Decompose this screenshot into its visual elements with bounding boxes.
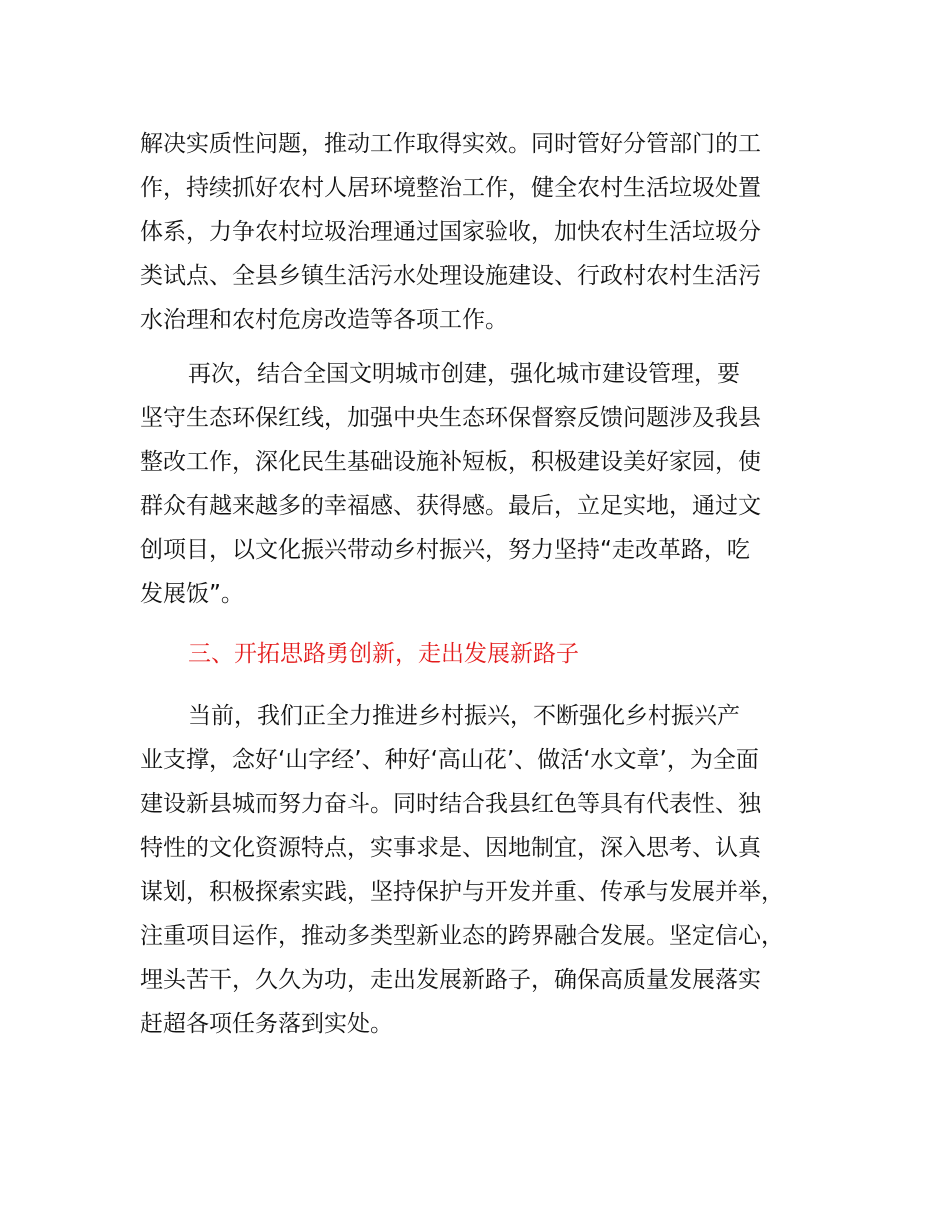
paragraph-line: 谋划，积极探索实践，坚持保护与开发并重、传承与发展并举，: [140, 879, 784, 905]
paragraph-rural-revitalization: [140, 694, 840, 1046]
paragraph-line: 水治理和农村危房改造等各项工作。: [140, 307, 508, 333]
paragraph-line: 注重项目运作，推动多类型新业态的跨界融合发展。坚定信心，: [140, 923, 784, 949]
paragraph-civilized-city: [140, 352, 840, 616]
section-heading-3: [140, 632, 840, 676]
paragraph-line: 特性的文化资源特点，实事求是、因地制宜，深入思考、认真: [140, 835, 761, 861]
paragraph-line: 整改工作，深化民生基础设施补短板，积极建设美好家园，使: [140, 449, 761, 475]
paragraph-line: 发展饭”。: [140, 581, 244, 607]
paragraph-rural-environment: [140, 122, 840, 342]
paragraph-line: 埋头苦干，久久为功，走出发展新路子，确保高质量发展落实: [140, 967, 761, 993]
paragraph-line: 坚守生态环保红线，加强中央生态环保督察反馈问题涉及我县: [140, 405, 761, 431]
paragraph-line: 群众有越来越多的幸福感、获得感。最后，立足实地，通过文: [140, 493, 761, 519]
paragraph-line: 再次，结合全国文明城市创建，强化城市建设管理，要: [188, 361, 740, 387]
paragraph-line: 作，持续抓好农村人居环境整治工作，健全农村生活垃圾处置: [140, 175, 761, 201]
paragraph-line: 创项目，以文化振兴带动乡村振兴，努力坚持“走改革路，吃: [140, 537, 750, 563]
paragraph-line: 解决实质性问题，推动工作取得实效。同时管好分管部门的工: [140, 131, 761, 157]
paragraph-line: 赶超各项任务落到实处。: [140, 1011, 393, 1037]
paragraph-line: 体系，力争农村垃圾治理通过国家验收，加快农村生活垃圾分: [140, 219, 761, 245]
paragraph-line: 当前，我们正全力推进乡村振兴，不断强化乡村振兴产: [188, 703, 740, 729]
paragraph-line: 业支撑，念好‘山字经’、种好‘高山花’、做活‘水文章’，为全面: [140, 747, 759, 773]
paragraph-line: 建设新县城而努力奋斗。同时结合我县红色等具有代表性、独: [140, 791, 761, 817]
paragraph-line: 类试点、全县乡镇生活污水处理设施建设、行政村农村生活污: [140, 263, 761, 289]
section-heading-text: 三、开拓思路勇创新，走出发展新路子: [188, 641, 579, 667]
